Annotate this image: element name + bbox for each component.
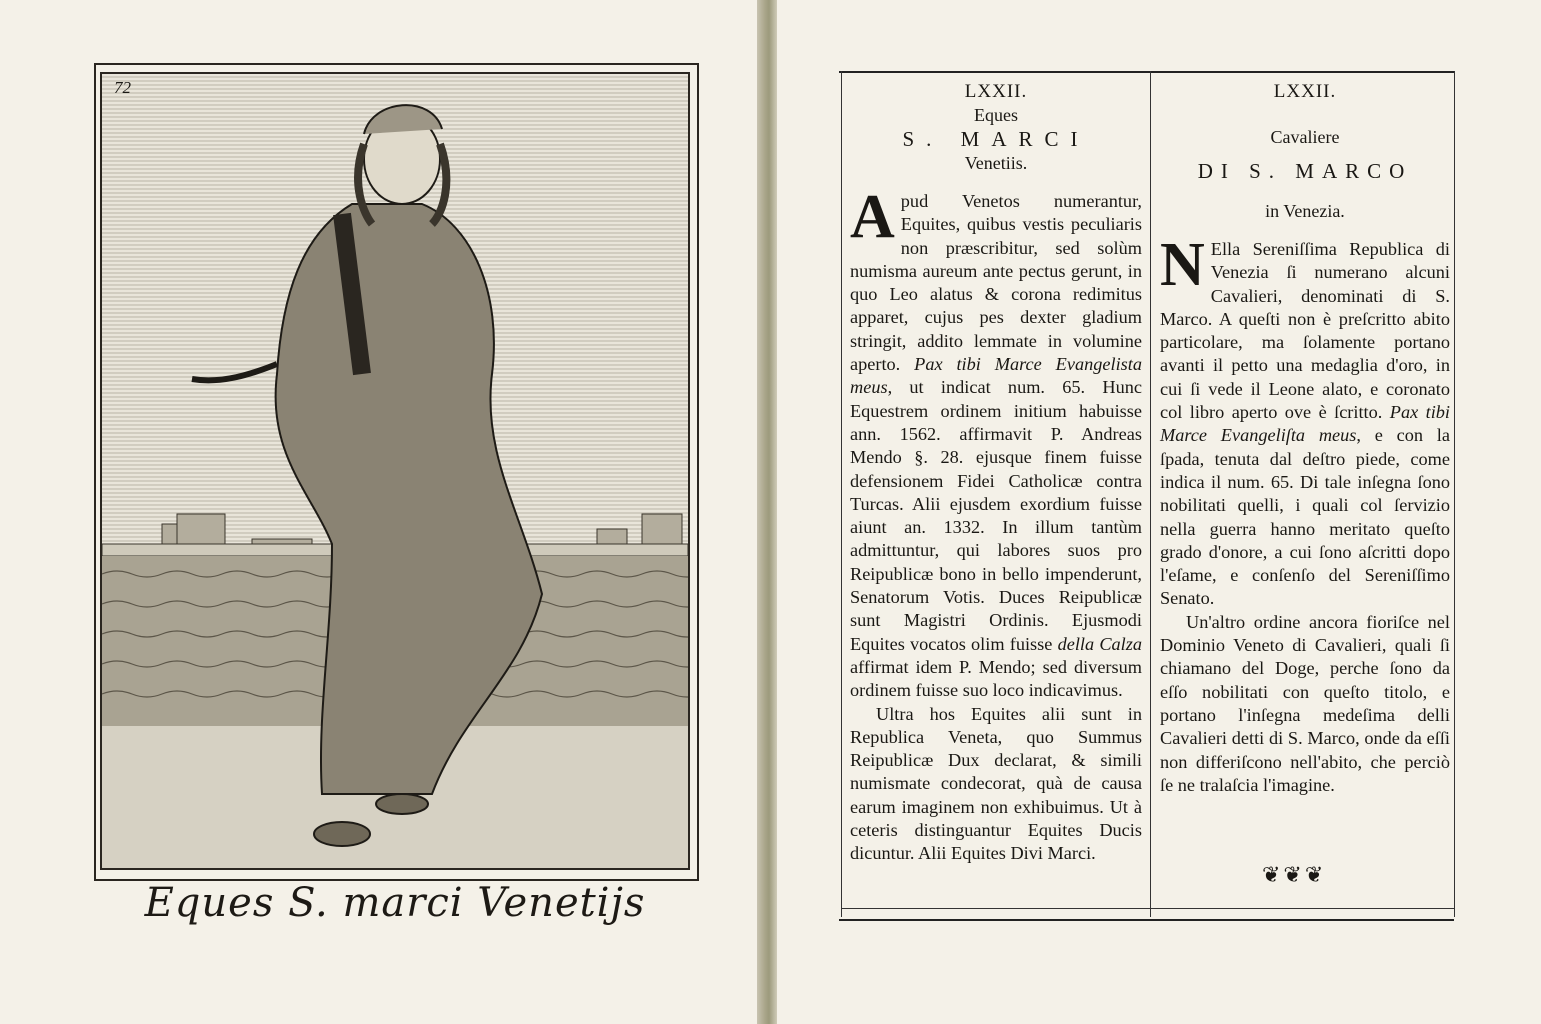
italian-drop-cap: N: [1160, 231, 1205, 299]
latin-para1-cont: , ut indicat num. 65. Hunc Equestrem ordinem initium habuisse ann. 1562. affirmavit P. Andreas Mendo §. 28. ejusque finem fuisse defensionem Fidei Catholicæ contra Turcas. Alii ejusdem exordium fuisse aiunt an. 1332. In illum tantùm admittuntur, qui labores suos pro Reipublicæ bono in bello impenderunt, Senatorum Votis. Duces Reipublicæ sunt Magistri Ordinis. Ejusmodi Equites vocatos olim fuisse: [850, 377, 1142, 654]
latin-paragraph-2: Ultra hos Equites alii sunt in Republica Veneta, quo Summus Reipublicæ Dux declarat, & simili numismate condecorat, quà de causa earum imaginem non exhibuimus. Ut à ceteris distinguantur Equites Ducis dicuntur. Alii Equites Divi Marci.: [850, 703, 1142, 864]
italian-plate-number: LXXII.: [1273, 81, 1337, 102]
italian-heading-line2: DI S. MARCO: [1197, 159, 1413, 183]
column-divider: [1150, 71, 1151, 917]
frame-right-rule: [1454, 71, 1455, 917]
latin-quote-2: della Calza: [1057, 633, 1142, 654]
italian-heading-line3: in Venezia.: [1265, 201, 1345, 221]
latin-heading-line2: S. MARCI: [902, 127, 1090, 151]
italian-para1-text: Ella Sereniſſima Republica di Venezia ſi numerano alcuni Cavalieri, denominati di S. Marco. A queſti non è preſcritto abito particolare, ma ſolamente portano avanti il petto una medaglia d'oro, in cui ſi vede il Leone alato, e coronato col libro aperto ove è ſcritto.: [1160, 239, 1450, 423]
ornament-fleurons: ❦❦❦: [1262, 862, 1327, 887]
italian-quote: Pax tibi Marce Evangeliſta meus: [1160, 402, 1450, 446]
italian-para1-end: , e con la ſpada, tenuta dal deſtro piede, come indica il num. 65. Di tale inſegna ſono nobilitati quelli, i quali col ſervizio nella guerra hanno meritato queſto grado d'onore, a cui ſono aſcritti dopo l'eſame, e conſenſo del Sereniſſimo Senato.: [1160, 425, 1450, 609]
engraving-art: [102, 74, 688, 868]
frame-left-rule: [841, 71, 842, 917]
latin-plate-number: LXXII.: [964, 81, 1028, 102]
italian-column: [1160, 80, 1450, 797]
book-gutter: [757, 0, 777, 1024]
italian-paragraph-2: Un'altro ordine ancora fioriſce nel Dominio Veneto di Cavalieri, quali ſi chiamano del Doge, perche ſono da eſſo nobilitati con queſto titolo, e portano l'inſegna medeſima delli Cavalieri detti di S. Marco, onde da eſſi non differiſcono nell'abito, che perciò ſe ne tralaſcia l'imagine.: [1160, 611, 1450, 795]
latin-quote: Pax tibi Marce Evangelista meus: [850, 354, 1142, 398]
latin-heading-line3: Venetiis.: [964, 153, 1028, 173]
latin-para1-text: pud Venetos numerantur, Equites, quibus vestis peculiaris non præscribitur, sed solùm numisma aureum ante pectus gerunt, in quo Leo alatus & corona redimitus apparet, cujus pes dexter gladium stringit, addito lemmate in volumine aperto.: [850, 191, 1142, 375]
latin-heading-line1: Eques: [974, 105, 1018, 125]
plate-number: 72: [114, 78, 131, 97]
latin-column: [850, 80, 1142, 866]
latin-drop-cap: A: [850, 183, 895, 251]
italian-paragraph-1: [1160, 231, 1450, 611]
latin-para1-end: affirmat idem P. Mendo; sed diversum ordinem fuisse suo loco indicavimus.: [850, 656, 1142, 701]
engraving-illustration: [100, 72, 690, 870]
italian-heading-line1: Cavaliere: [1270, 127, 1340, 147]
latin-paragraph-1: [850, 183, 1142, 703]
frame-inner-bottom-rule: [841, 908, 1454, 909]
engraving-caption: Eques S. marci Venetijs: [144, 880, 646, 926]
